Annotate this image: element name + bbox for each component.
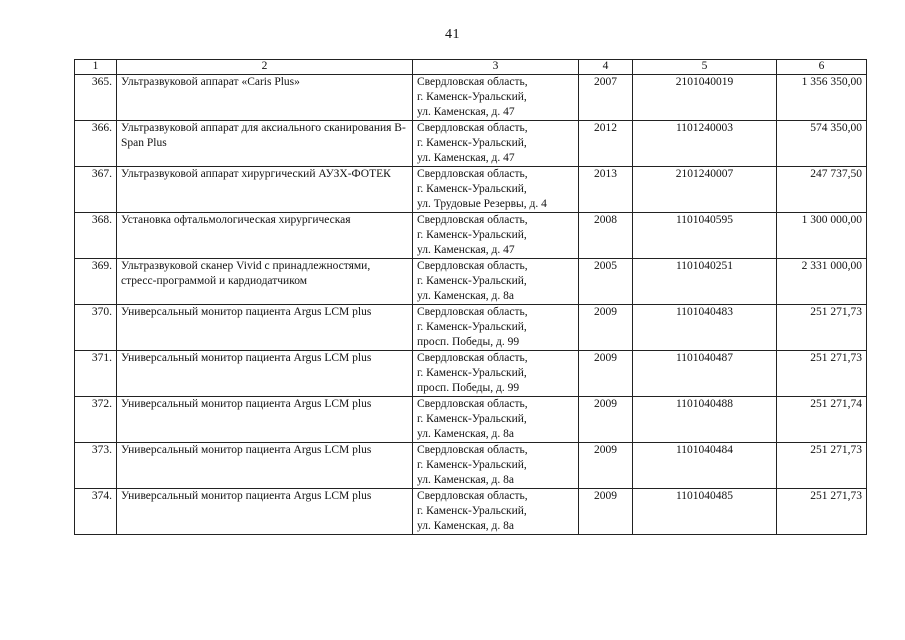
table-row: [75, 167, 867, 213]
address-line: Свердловская область,: [417, 444, 528, 456]
table-row: [75, 305, 867, 351]
year-cell: 2009: [579, 443, 633, 489]
column-header-5: 5: [633, 60, 777, 75]
address-line: ул. Каменская, д. 8а: [417, 520, 515, 532]
year-cell: 2005: [579, 259, 633, 305]
address-line: Свердловская область,: [417, 76, 528, 88]
address-line: г. Каменск-Уральский,: [417, 275, 527, 287]
inventory-number-cell: 1101040485: [633, 489, 777, 535]
row-number-cell: 367.: [75, 167, 117, 213]
equipment-name-cell: Универсальный монитор пациента Argus LCM plus: [117, 397, 413, 443]
equipment-name-cell: Универсальный монитор пациента Argus LCM plus: [117, 443, 413, 489]
year-cell: 2009: [579, 489, 633, 535]
address-line: г. Каменск-Уральский,: [417, 91, 527, 103]
address-line: г. Каменск-Уральский,: [417, 459, 527, 471]
address-line: ул. Трудовые Резервы, д. 4: [417, 198, 547, 210]
equipment-name-cell: Ультразвуковой аппарат «Caris Plus»: [117, 75, 413, 121]
address-line: Свердловская область,: [417, 306, 528, 318]
address-cell: [413, 121, 579, 167]
address-line: ул. Каменская, д. 47: [417, 244, 515, 256]
inventory-number-cell: 1101040251: [633, 259, 777, 305]
address-line: ул. Каменская, д. 47: [417, 106, 515, 118]
address-line: ул. Каменская, д. 8а: [417, 474, 515, 486]
row-number-cell: 370.: [75, 305, 117, 351]
address-cell: [413, 489, 579, 535]
cost-cell: 251 271,73: [777, 443, 867, 489]
table-header: [75, 60, 867, 75]
equipment-name-cell: Универсальный монитор пациента Argus LCM plus: [117, 489, 413, 535]
address-cell: [413, 351, 579, 397]
address-line: г. Каменск-Уральский,: [417, 229, 527, 241]
row-number-cell: 374.: [75, 489, 117, 535]
table-body: [75, 75, 867, 535]
row-number-cell: 368.: [75, 213, 117, 259]
address-cell: [413, 213, 579, 259]
address-line: Свердловская область,: [417, 168, 528, 180]
table-row: [75, 443, 867, 489]
year-cell: 2013: [579, 167, 633, 213]
address-line: г. Каменск-Уральский,: [417, 367, 527, 379]
address-line: г. Каменск-Уральский,: [417, 183, 527, 195]
year-cell: 2009: [579, 351, 633, 397]
table-row: [75, 397, 867, 443]
header-row: [75, 60, 867, 75]
address-line: Свердловская область,: [417, 398, 528, 410]
property-registry-table: [74, 59, 867, 535]
cost-cell: 251 271,74: [777, 397, 867, 443]
equipment-name-cell: Ультразвуковой аппарат для аксиального сканирования B-Span Plus: [117, 121, 413, 167]
inventory-number-cell: 1101040484: [633, 443, 777, 489]
equipment-name-cell: Установка офтальмологическая хирургическая: [117, 213, 413, 259]
column-header-4: 4: [579, 60, 633, 75]
year-cell: 2008: [579, 213, 633, 259]
row-number-cell: 372.: [75, 397, 117, 443]
inventory-number-cell: 1101040483: [633, 305, 777, 351]
table-row: [75, 351, 867, 397]
table-row: [75, 75, 867, 121]
column-header-2: 2: [117, 60, 413, 75]
row-number-cell: 371.: [75, 351, 117, 397]
address-line: Свердловская область,: [417, 490, 528, 502]
address-line: г. Каменск-Уральский,: [417, 321, 527, 333]
cost-cell: 1 356 350,00: [777, 75, 867, 121]
table-row: [75, 213, 867, 259]
cost-cell: 251 271,73: [777, 489, 867, 535]
year-cell: 2009: [579, 397, 633, 443]
year-cell: 2007: [579, 75, 633, 121]
cost-cell: 2 331 000,00: [777, 259, 867, 305]
row-number-cell: 365.: [75, 75, 117, 121]
row-number-cell: 369.: [75, 259, 117, 305]
equipment-name-cell: Ультразвуковой сканер Vivid с принадлежностями, стресс-программой и кардиодатчиком: [117, 259, 413, 305]
column-header-6: 6: [777, 60, 867, 75]
address-cell: [413, 75, 579, 121]
year-cell: 2009: [579, 305, 633, 351]
equipment-name-cell: Универсальный монитор пациента Argus LCM plus: [117, 305, 413, 351]
address-cell: [413, 397, 579, 443]
inventory-number-cell: 2101040019: [633, 75, 777, 121]
address-cell: [413, 443, 579, 489]
address-line: Свердловская область,: [417, 352, 528, 364]
inventory-number-cell: 1101040488: [633, 397, 777, 443]
address-line: Свердловская область,: [417, 122, 528, 134]
address-line: ул. Каменская, д. 47: [417, 152, 515, 164]
cost-cell: 574 350,00: [777, 121, 867, 167]
address-line: Свердловская область,: [417, 214, 528, 226]
address-line: ул. Каменская, д. 8а: [417, 428, 515, 440]
cost-cell: 247 737,50: [777, 167, 867, 213]
cost-cell: 251 271,73: [777, 305, 867, 351]
column-header-3: 3: [413, 60, 579, 75]
table-row: [75, 489, 867, 535]
inventory-number-cell: 2101240007: [633, 167, 777, 213]
address-line: г. Каменск-Уральский,: [417, 505, 527, 517]
address-line: Свердловская область,: [417, 260, 528, 272]
table-row: [75, 259, 867, 305]
table-row: [75, 121, 867, 167]
address-line: г. Каменск-Уральский,: [417, 413, 527, 425]
inventory-number-cell: 1101040595: [633, 213, 777, 259]
address-line: г. Каменск-Уральский,: [417, 137, 527, 149]
address-line: просп. Победы, д. 99: [417, 382, 520, 394]
inventory-number-cell: 1101240003: [633, 121, 777, 167]
address-cell: [413, 305, 579, 351]
equipment-name-cell: Ультразвуковой аппарат хирургический АУЗХ-ФОТЕК: [117, 167, 413, 213]
cost-cell: 251 271,73: [777, 351, 867, 397]
address-cell: [413, 167, 579, 213]
address-line: просп. Победы, д. 99: [417, 336, 520, 348]
column-header-1: 1: [75, 60, 117, 75]
address-cell: [413, 259, 579, 305]
address-line: ул. Каменская, д. 8а: [417, 290, 515, 302]
equipment-name-cell: Универсальный монитор пациента Argus LCM plus: [117, 351, 413, 397]
inventory-number-cell: 1101040487: [633, 351, 777, 397]
year-cell: 2012: [579, 121, 633, 167]
row-number-cell: 366.: [75, 121, 117, 167]
cost-cell: 1 300 000,00: [777, 213, 867, 259]
page-number: 41: [445, 27, 460, 42]
row-number-cell: 373.: [75, 443, 117, 489]
